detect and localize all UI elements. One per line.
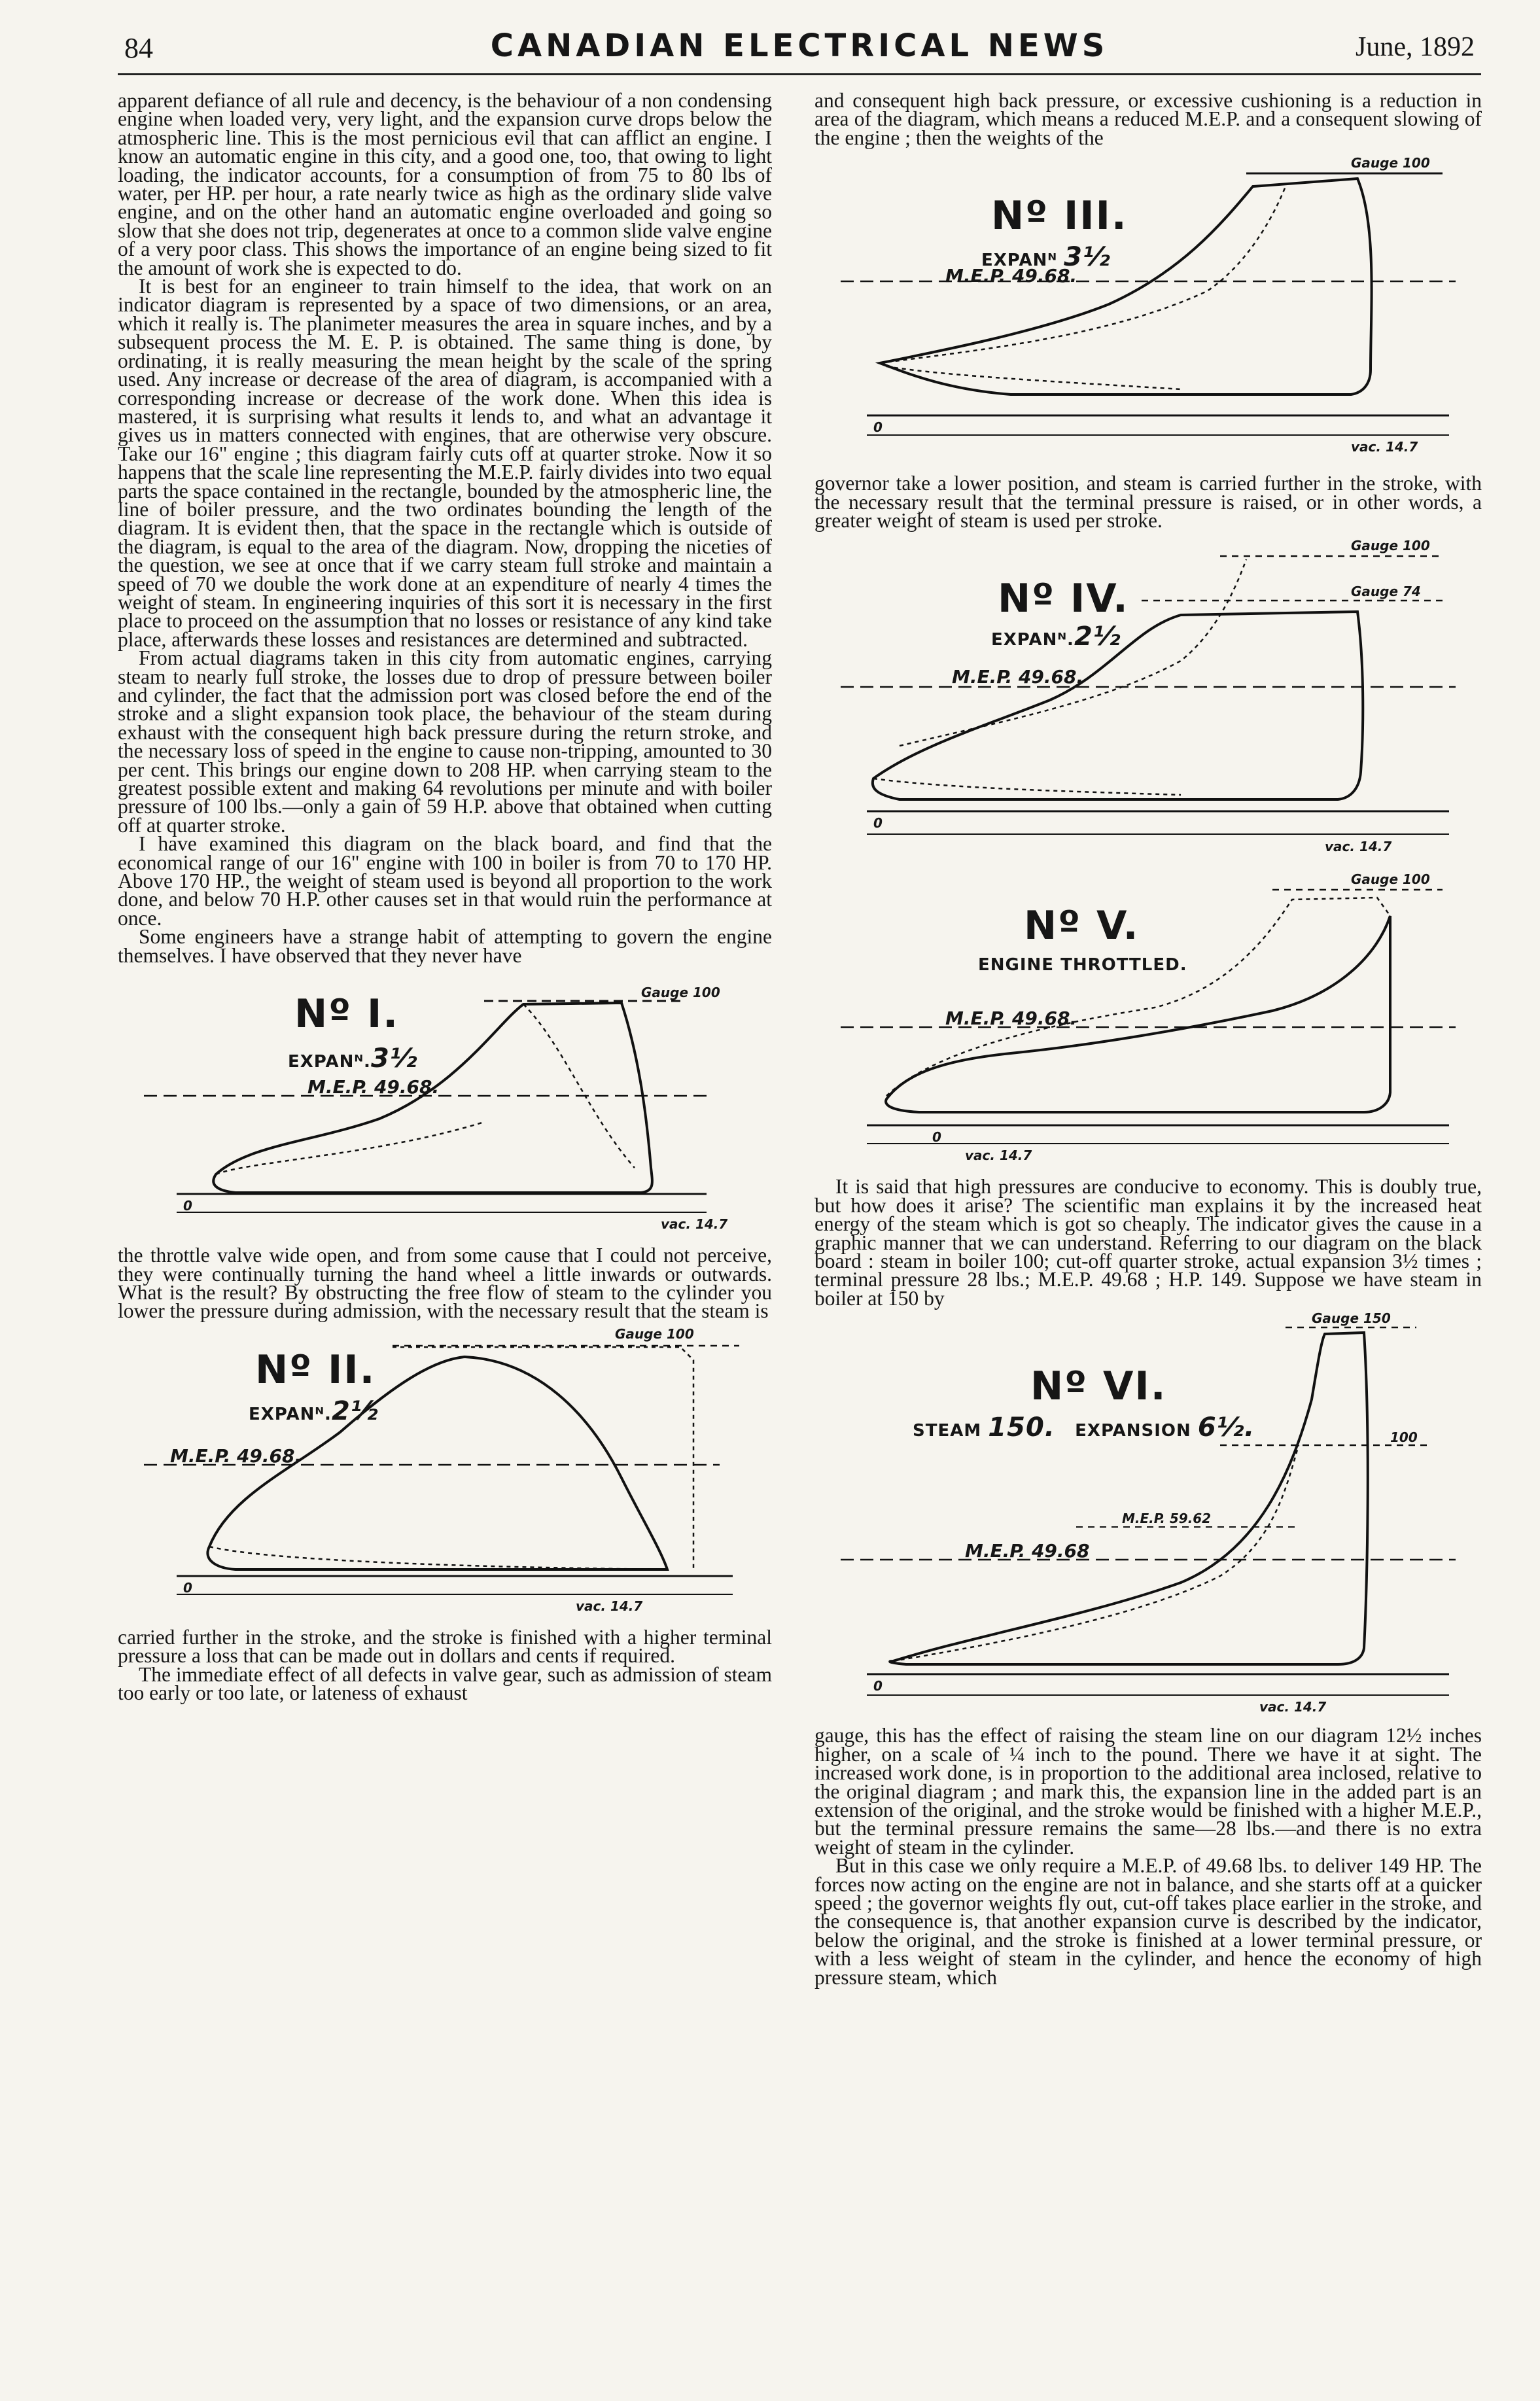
vac-label: vac. 14.7 bbox=[661, 1216, 728, 1233]
diagram-title: Nº IV. bbox=[998, 576, 1129, 622]
expansion-curve-dotted bbox=[523, 1004, 635, 1168]
gauge-label: Gauge 100 bbox=[1351, 538, 1430, 554]
left-column bbox=[118, 89, 772, 1704]
indicator-diagram-6 bbox=[814, 1308, 1482, 1726]
diagram-subtitle: EXPANᴺ 3½ bbox=[981, 242, 1111, 273]
vac-label: vac. 14.7 bbox=[1325, 839, 1392, 855]
zero-label: 0 bbox=[932, 1129, 941, 1146]
gauge-label: Gauge 100 bbox=[1351, 155, 1430, 171]
gauge-label: Gauge 100 bbox=[615, 1325, 694, 1342]
diagram-title: Nº VI. bbox=[1030, 1363, 1167, 1410]
indicator-diagram-2 bbox=[118, 1321, 772, 1628]
diagram-2-drawing bbox=[118, 1321, 772, 1628]
diagram-1-drawing bbox=[118, 965, 772, 1246]
vac-label: vac. 14.7 bbox=[1259, 1699, 1327, 1715]
paragraph: carried further in the stroke, and the stroke is finished with a higher terminal pressure a loss that can be made out in dollars and cents if required. bbox=[118, 1625, 772, 1668]
paragraph: From actual diagrams taken in this city from automatic engines, carrying steam to nearly full stroke, the losses due to drop of pressure between boiler and cylinder, the fact that the admission port was closed before the end of the stroke and a slight expansion took place, the behaviour of the steam during exhaust with the consequent high back pressure during the return stroke, and the necessary loss of speed in the engine to cause non-tripping, amounted to 30 per cent. This brings our engine down to 208 HP. when carrying steam to the greatest possible extent and making 64 revolutions per minute and with boiler pressure of 100 lbs.—only a gain of 59 H.P. above that obtained when cutting off at quarter stroke. bbox=[118, 646, 772, 837]
vac-label: vac. 14.7 bbox=[1351, 439, 1418, 455]
zero-label: 0 bbox=[183, 1198, 192, 1214]
vac-label: vac. 14.7 bbox=[576, 1598, 643, 1614]
paragraph: gauge, this has the effect of raising the steam line on our diagram 12½ inches higher, on a scale of ¼ inch to the pound. There we have it at sight. The increased work done, is in proportion to the additional area inclosed, relative to the original diagram ; and mark this, the expansion line in the added part is an extension of the original, and the stroke would be finished with a higher M.E.P., but the terminal pressure remains the same—28 lbs.—and there is no extra weight of steam in the cylinder. bbox=[814, 1724, 1482, 1859]
original-curve-dotted bbox=[893, 1445, 1299, 1661]
zero-label: 0 bbox=[183, 1579, 192, 1596]
header-rule bbox=[118, 73, 1481, 75]
indicator-diagram-1 bbox=[118, 965, 772, 1246]
publication-title: CANADIAN ELECTRICAL NEWS bbox=[490, 27, 1109, 64]
paragraph: It is best for an engineer to train himself to the idea, that work on an indicator diagram is represented by a space of two dimensions, or an area, which it really is. The planimeter measures the area in square inches, and by a subsequent process the M. E. P. is obtained. The same thing is done, by ordinating, it is really measuring the mean height by the scale of the spring used. Any increase or decrease of the area of diagram, is accompanied with a corresponding increase or decrease of the work done. When this idea is mastered, it is surprising what results it lends to, and what an advantage it gives us in matters connected with engines, that are otherwise very obscure. Take our 16" engine ; this diagram fairly cuts off at quarter stroke. Now it so happens that the scale line representing the M.E.P. fairly divides into two equal parts the space contained in the rectangle, bounded by the atmospheric line, the line of boiler pressure, and the two ordinates bounding the length of the diagram. It is evident then, that the space in the rectangle which is outside of the diagram, is equal to the area of the diagram. Now, dropping the niceties of the question, we see at once that if we carry steam full stroke and maintain a speed of 70 we double the work done at an expenditure of nearly 4 times the weight of steam. In engineering inquiries of this sort it is necessary in the first place to proceed on the assumption that no losses or resistance of any kind take place, afterwards these losses and resistances are determined and subtracted. bbox=[118, 275, 772, 651]
mep-label: M.E.P. 49.68. bbox=[945, 265, 1077, 287]
diagram-subtitle: EXPANᴺ.2½ bbox=[991, 622, 1121, 652]
mep-label: M.E.P. 49.68 bbox=[965, 1540, 1090, 1562]
gauge-74-label: Gauge 74 bbox=[1351, 584, 1421, 600]
diagram-title: Nº I. bbox=[294, 991, 400, 1038]
indicator-diagram-4 bbox=[814, 530, 1482, 864]
paragraph: Some engineers have a strange habit of attempting to govern the engine themselves. I have observed that they never have bbox=[118, 925, 772, 967]
return-curve-dotted bbox=[886, 366, 1181, 389]
gauge-label: Gauge 100 bbox=[1351, 871, 1430, 888]
paragraph: governor take a lower position, and steam is carried further in the stroke, with the necessary result that the terminal pressure is raised, or in other words, a greater weight of steam is used per stroke. bbox=[814, 472, 1482, 533]
diagram-subtitle: ENGINE THROTTLED. bbox=[978, 955, 1187, 975]
paragraph: I have examined this diagram on the black board, and find that the economical range of our 16" engine with 100 in boiler is from 70 to 170 HP. Above 170 HP., the weight of steam used is beyond all proportion to the work done, and below 70 H.P. other causes set in that would ruin the performance at once. bbox=[118, 832, 772, 930]
diagram-subtitle: EXPANᴺ.2½ bbox=[249, 1395, 379, 1426]
diagram-subtitle: STEAM 150. EXPANSION 6½. bbox=[913, 1412, 1255, 1443]
return-curve-dotted bbox=[209, 1547, 667, 1569]
diagram-title: Nº III. bbox=[991, 193, 1128, 239]
zero-label: 0 bbox=[873, 419, 883, 436]
diagram-title: Nº II. bbox=[255, 1346, 376, 1393]
indicator-diagram-5 bbox=[814, 864, 1482, 1178]
mep-2-label: M.E.P. 59.62 bbox=[1122, 1511, 1212, 1527]
issue-date: June, 1892 bbox=[1356, 32, 1475, 62]
full-stroke-dotted bbox=[393, 1347, 693, 1569]
vac-label: vac. 14.7 bbox=[965, 1148, 1032, 1164]
paragraph: the throttle valve wide open, and from some cause that I could not perceive, they were continually turning the hand wheel a little inwards or outwards. What is the result? By obstructing the free flow of steam to the cylinder you lower the pressure during admission, with the necessary result that the steam is bbox=[118, 1244, 772, 1323]
diagram-title: Nº V. bbox=[1024, 903, 1140, 949]
mep-label: M.E.P. 49.68. bbox=[307, 1076, 440, 1098]
gauge-label: Gauge 100 bbox=[641, 985, 720, 1001]
paragraph: and consequent high back pressure, or excessive cushioning is a reduction in area of the diagram, which means a reduced M.E.P. and a consequent slowing of the engine ; then the weights of the bbox=[814, 89, 1482, 149]
diagram-4-drawing bbox=[814, 530, 1482, 864]
diagram-3-drawing bbox=[814, 147, 1482, 474]
mep-label: M.E.P. 49.68. bbox=[170, 1445, 302, 1467]
diagram-subtitle: EXPANᴺ.3½ bbox=[288, 1043, 418, 1074]
gauge-150-label: Gauge 150 bbox=[1312, 1310, 1391, 1327]
zero-label: 0 bbox=[873, 815, 883, 832]
running-head bbox=[124, 26, 1475, 72]
zero-label: 0 bbox=[873, 1678, 883, 1694]
diagram-5-drawing bbox=[814, 864, 1482, 1178]
right-column bbox=[814, 89, 1482, 1989]
mep-label: M.E.P. 49.68. bbox=[945, 1008, 1077, 1030]
paragraph: It is said that high pressures are conducive to economy. This is doubly true, but how does it arise? The scientific man explains it by the increased heat energy of the steam which is got so cheaply. The indicator gives the cause in a graphic manner that we can understand. Referring to our diagram on the black board : steam in boiler 100; cut-off quarter stroke, actual expansion 3½ times ; terminal pressure 28 lbs.; M.E.P. 49.68 ; H.P. 149. Suppose we have steam in boiler at 150 by bbox=[814, 1175, 1482, 1310]
compression-curve-dotted bbox=[216, 1122, 484, 1174]
paragraph: The immediate effect of all defects in valve gear, such as admission of steam too early or too late, or lateness of exhaust bbox=[118, 1662, 772, 1704]
indicator-diagram-3 bbox=[814, 147, 1482, 474]
gauge-100-label: 100 bbox=[1390, 1429, 1418, 1446]
mep-label: M.E.P. 49.68. bbox=[952, 666, 1084, 688]
paragraph: apparent defiance of all rule and decency, is the behaviour of a non condensing engine when loaded very, very light, and the expansion curve drops below the atmospheric line. This is the most pernicious evil that can afflict an engine. I know an automatic engine in this city, and a good one, too, that owing to light loading, the indicator accounts, for a consumption of from 75 to 80 lbs of water, per HP. per hour, a rate nearly twice as high as the ordinary slide valve engine, and on the other hand an automatic engine overloaded and going so slow that she does not trip, degenerates at once to a common slide valve engine of a very poor class. This shows the importance of an engine being sized to fit the amount of work she is expected to do. bbox=[118, 89, 772, 279]
paragraph: But in this case we only require a M.E.P. of 49.68 lbs. to deliver 149 HP. The forces now acting on the engine are not in balance, and she starts off at a quicker speed ; the governor weights fly out, cut-off takes place earlier in the stroke, and the consequence is, that another expansion curve is described by the indicator, below the original, and the stroke is finished at a lower terminal pressure, or with a less weight of steam in the cylinder, and hence the economy of high pressure steam, which bbox=[814, 1854, 1482, 1989]
page-number: 84 bbox=[124, 32, 153, 64]
return-curve-dotted bbox=[873, 779, 1181, 795]
